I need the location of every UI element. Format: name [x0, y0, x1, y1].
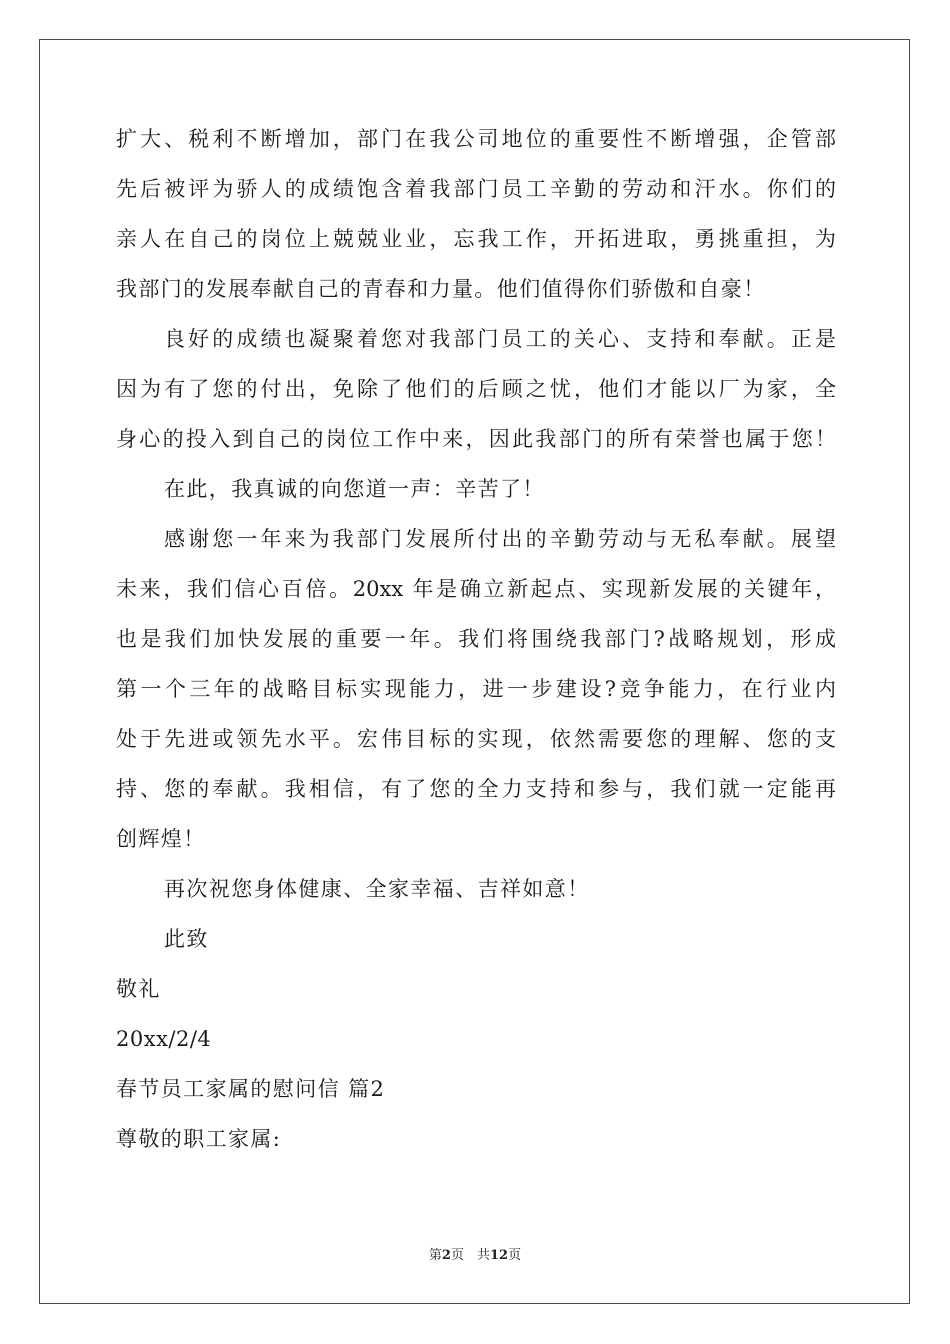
paragraph-line: 第一个三年的战略目标实现能力，进一步建设?竞争能力，在行业内 — [116, 677, 836, 701]
paragraph-line: 扩大、税利不断增加，部门在我公司地位的重要性不断增强，企管部 — [116, 127, 836, 151]
paragraph-line: 也是我们加快发展的重要一年。我们将围绕我部门?战略规划，形成 — [116, 627, 836, 651]
page-label-mid: 页 共 — [450, 1248, 490, 1263]
paragraph-line: 再次祝您身体健康、全家幸福、吉祥如意！ — [164, 877, 590, 901]
current-page-number: 2 — [441, 1248, 451, 1263]
closing-salutation: 此致 — [164, 927, 209, 951]
page-label-suffix: 页 — [508, 1248, 522, 1263]
total-page-count: 12 — [489, 1248, 509, 1263]
paragraph-line: 创辉煌！ — [116, 827, 206, 851]
paragraph-line: 因为有了您的付出，免除了他们的后顾之忧，他们才能以厂为家，全 — [116, 377, 836, 401]
page-label-prefix: 第 — [428, 1248, 442, 1263]
paragraph-line: 处于先进或领先水平。宏伟目标的实现，依然需要您的理解、您的支 — [116, 727, 836, 751]
closing-regards: 敬礼 — [116, 977, 161, 1001]
section-title: 春节员工家属的慰问信 篇2 — [116, 1077, 386, 1101]
paragraph-line: 感谢您一年来为我部门发展所付出的辛勤劳动与无私奉献。展望 — [164, 527, 836, 551]
letter-date: 20xx/2/4 — [116, 1027, 212, 1051]
paragraph-line: 亲人在自己的岗位上兢兢业业，忘我工作，开拓进取，勇挑重担，为 — [116, 227, 836, 251]
letter-greeting: 尊敬的职工家属: — [116, 1127, 282, 1151]
paragraph-line: 在此，我真诚的向您道一声：辛苦了！ — [164, 477, 545, 501]
page-footer — [0, 1247, 950, 1265]
paragraph-line: 我部门的发展奉献自己的青春和力量。他们值得你们骄傲和自豪！ — [116, 277, 766, 301]
paragraph-line: 持、您的奉献。我相信，有了您的全力支持和参与，我们就一定能再 — [116, 777, 836, 801]
paragraph-line: 良好的成绩也凝聚着您对我部门员工的关心、支持和奉献。正是 — [164, 327, 836, 351]
paragraph-line: 先后被评为骄人的成绩饱含着我部门员工辛勤的劳动和汗水。你们的 — [116, 177, 836, 201]
paragraph-line: 未来，我们信心百倍。20xx 年是确立新起点、实现新发展的关键年， — [116, 577, 836, 601]
paragraph-line: 身心的投入到自己的岗位工作中来，因此我部门的所有荣誉也属于您！ — [116, 427, 836, 451]
